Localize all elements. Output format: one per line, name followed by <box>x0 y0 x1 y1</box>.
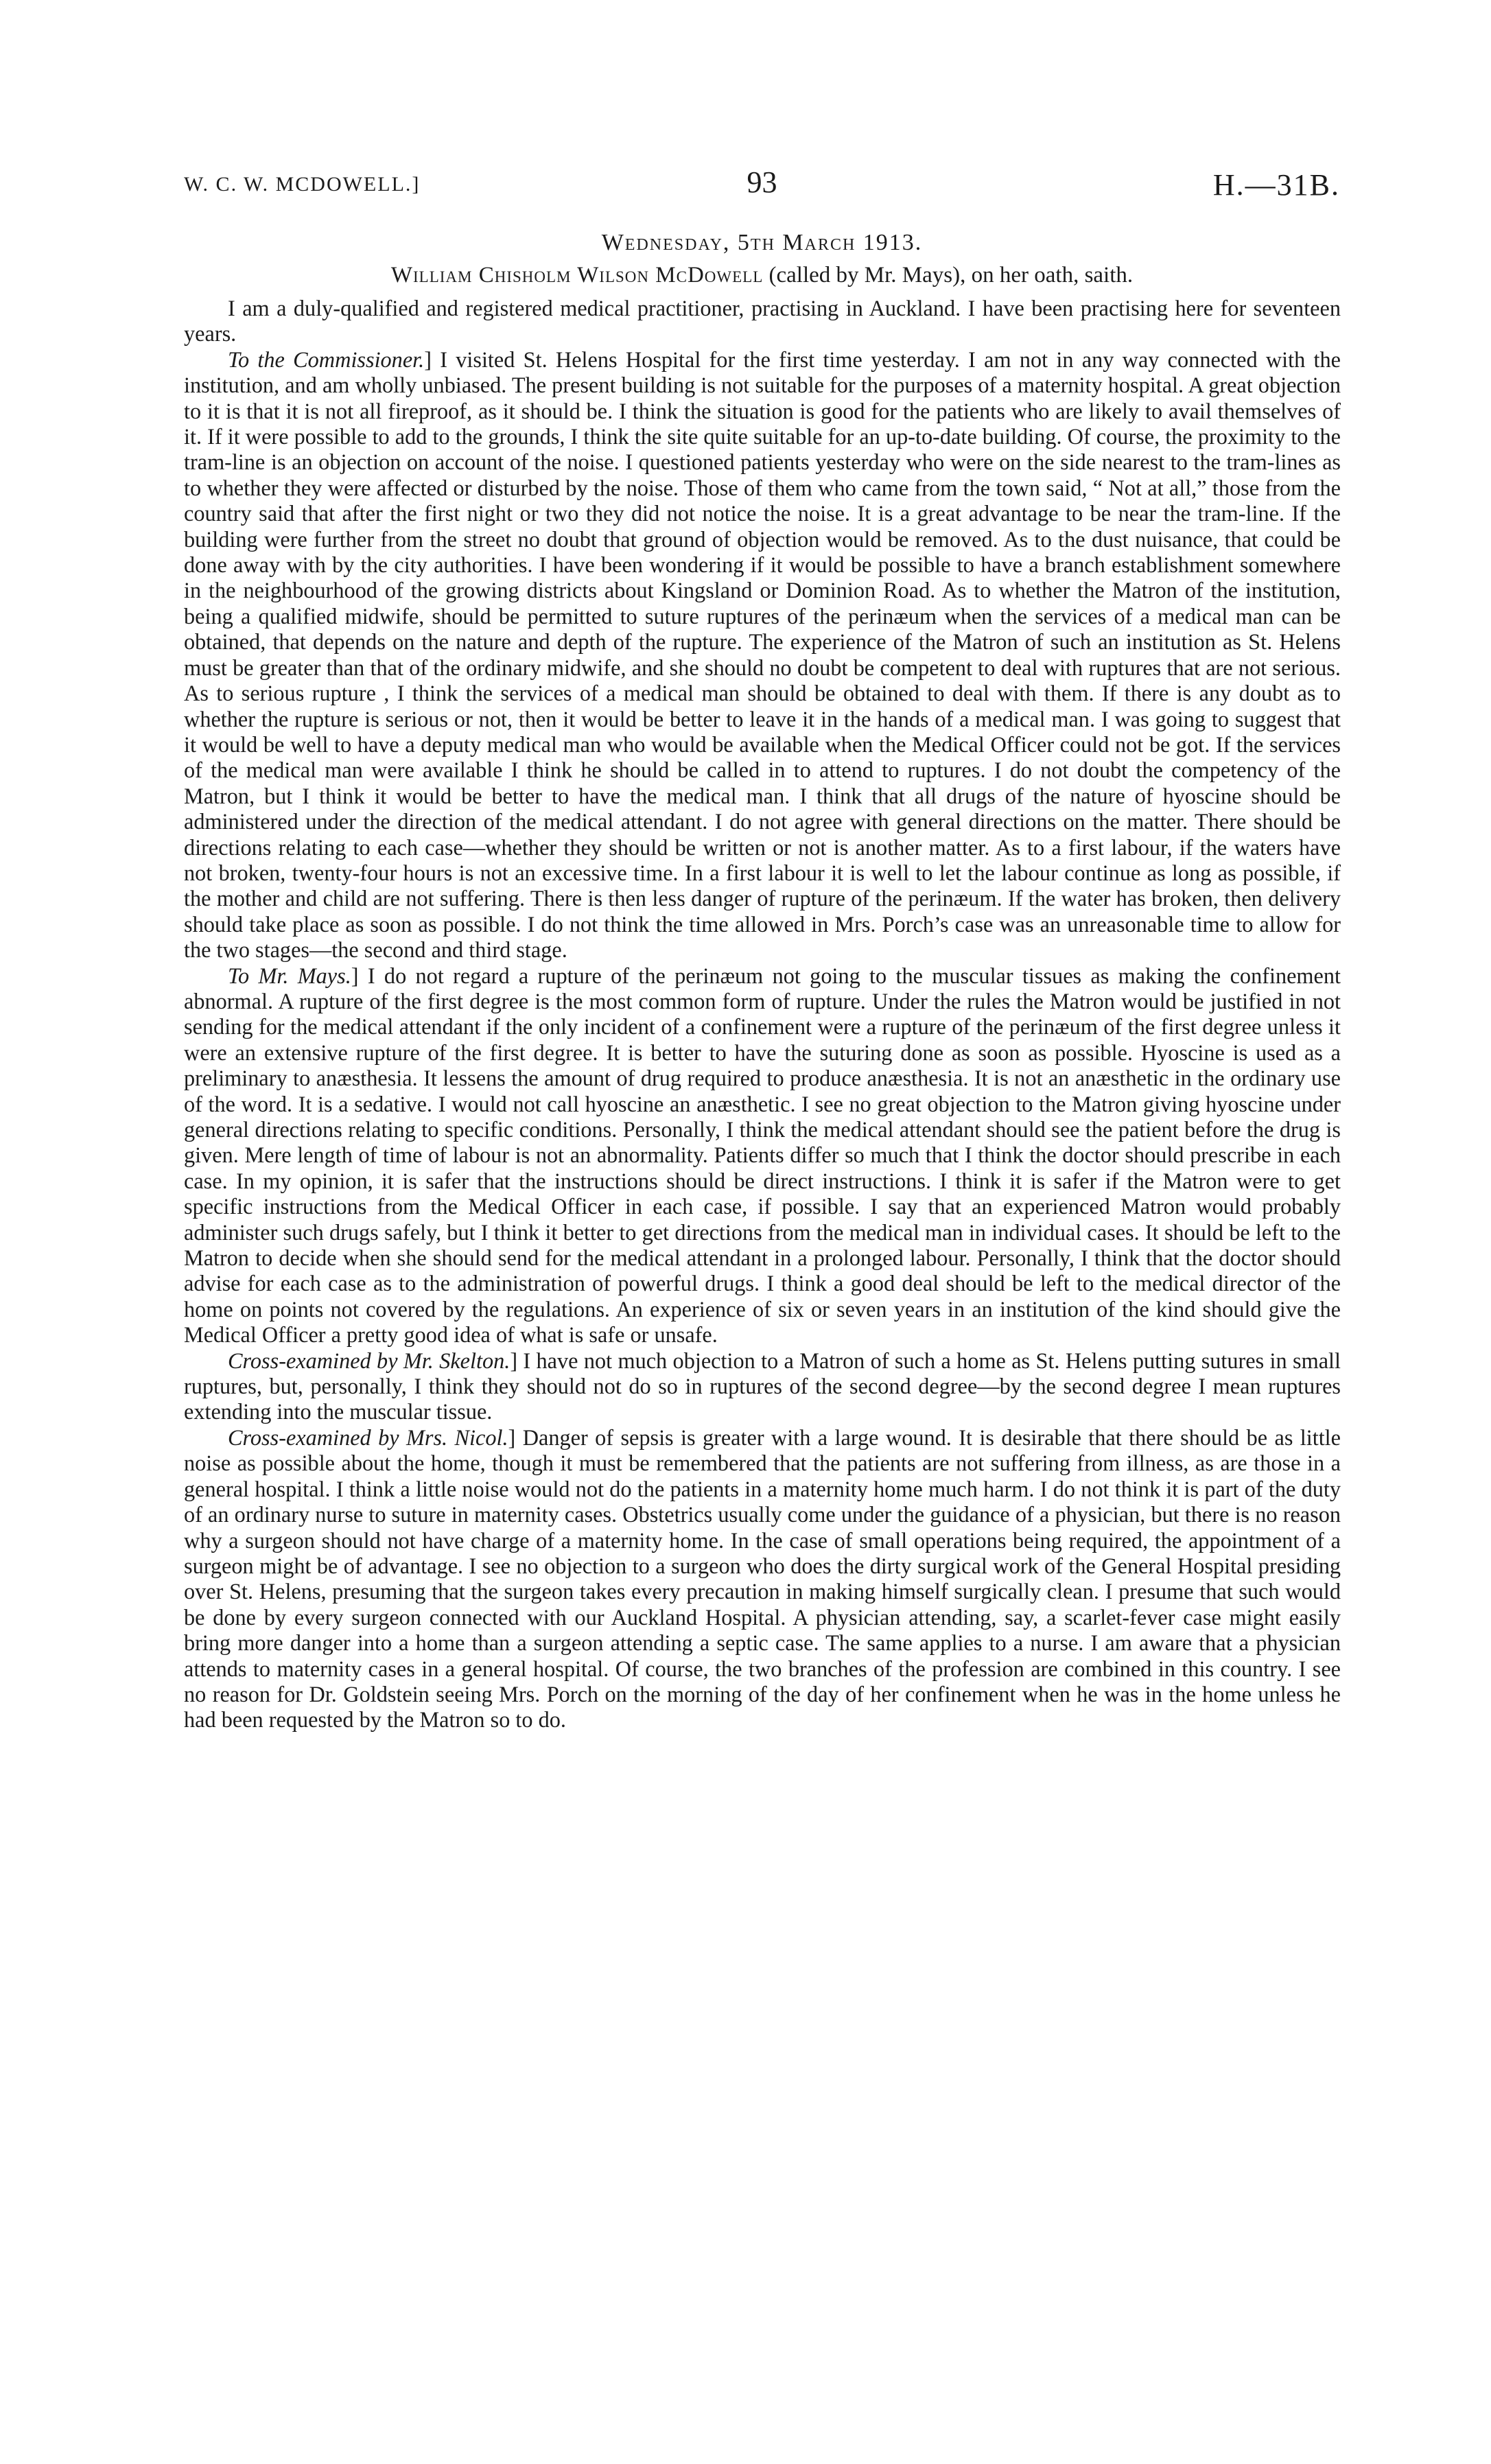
witness-heading <box>184 263 1340 288</box>
paragraph-text: ] I visited St. Helens Hospital for the first time yesterday. I am not in any way connected with the institution, and am wholly unbiased. The present building is not suitable for the purposes of a maternity hospital. A great objection to it is that it is not all fireproof, as it should be. I think the situation is good for the patients who are likely to avail themselves of it. If it were possible to add to the grounds, I think the site quite suitable for an up-to-date building. Of course, the proximity to the tram-line is an objection on account of the noise. I questioned patients yesterday who were on the side nearest to the tram-lines as to whether they were affected or disturbed by the noise. Those of them who came from the town said, “ Not at all,” those from the country said that after the first night or two they did not notice the noise. It is a great advantage to be near the tram-line. If the building were further from the street no doubt that ground of objection would be removed. As to the dust nuisance, that could be done away with by the city authorities. I have been wondering if it would be possible to have a branch establishment somewhere in the neighbourhood of the growing districts about Kingsland or Dominion Road. As to whether the Matron of the institution, being a qualified midwife, should be permitted to suture ruptures of the perinæum when the services of a medical man can be obtained, that depends on the nature and depth of the rupture. The experience of the Matron of such an institution as St. Helens must be greater than that of the ordinary midwife, and she should no doubt be competent to deal with ruptures that are not serious. As to serious rupture , I think the services of a medical man should be obtained to deal with them. If there is any doubt as to whether the rupture is serious or not, then it would be better to leave it in the hands of a medical man. I was going to suggest that it would be well to have a deputy medical man who would be available when the Medical Officer could not be got. If the services of the medical man were available I think he should be called in to attend to ruptures. I do not doubt the competency of the Matron, but I think it would be better to have the medical man. I think that all drugs of the nature of hyoscine should be administered under the direction of the medical attendant. I do not agree with general directions on the matter. There should be directions relating to each case—whether they should be written or not is another matter. As to a first labour, if the waters have not broken, twenty-four hours is not an excessive time. In a first labour it is well to let the labour continue as long as possible, if the mother and child are not suffering. There is then less danger of rupture of the perinæum. If the water has broken, then delivery should take place as soon as possible. I do not think the time allowed in Mrs. Porch’s case was an unreasonable time to allow for the two stages—the second and third stage. <box>184 347 1341 963</box>
paragraph-lead: Cross-examined by Mrs. Nicol. <box>228 1424 508 1450</box>
testimony-paragraph <box>184 1348 1341 1425</box>
paragraph-lead: Cross-examined by Mr. Skelton. <box>228 1348 510 1373</box>
testimony-body <box>184 296 1341 1733</box>
paragraph-text: ] I do not regard a rupture of the perinæum not going to the muscular tissues as making the confinement abnormal. A rupture of the first degree is the most common form of rupture. Under the rules the Matron would be justified in not sending for the medical attendant if the only incident of a confinement were a rupture of the perinæum of the first degree unless it were an extensive rupture of the first degree. It is better to have the suturing done as soon as possible. Hyoscine is used as a preliminary to anæsthesia. It lessens the amount of drug required to produce anæsthesia. It is not an anæsthetic in the ordinary use of the word. It is a sedative. I would not call hyoscine an anæsthetic. I see no great objection to the Matron giving hyoscine under general directions relating to specific conditions. Personally, I think the medical attendant should see the patient before the drug is given. Mere length of time of labour is not an abnormality. Patients differ so much that I think the doctor should prescribe in each case. In my opinion, it is safer that the instructions should be direct instructions. I think it is safer if the Matron were to get specific instructions from the Medical Officer in each case, if possible. I say that an experienced Matron would probably administer such drugs safely, but I think it better to get directions from the medical man in individual cases. It should be left to the Matron to decide when she should send for the medical attendant in a prolonged labour. Personally, I think that the doctor should advise for each case as to the administration of powerful drugs. I think a good deal should be left to the medical director of the home on points not covered by the regulations. An experience of six or seven years in an institution of the kind should give the Medical Officer a pretty good idea of what is safe or unsafe. <box>184 963 1341 1348</box>
page-number: 93 <box>747 165 777 199</box>
paragraph-text: ] I have not much objection to a Matron of such a home as St. Helens putting sutures in small ruptures, but, personally, I think they should not do so in ruptures of the second degree—by the second degree I mean ruptures extending into the muscular tissue. <box>184 1348 1341 1424</box>
testimony-paragraph <box>184 963 1341 1348</box>
paragraph-lead: To Mr. Mays. <box>228 963 351 988</box>
testimony-paragraph <box>184 1425 1341 1733</box>
witness-name: William Chisholm Wilson McDowell <box>390 263 764 288</box>
paragraph-text: ] Danger of sepsis is greater with a large wound. It is desirable that there should be as little noise as possible about the home, though it must be remembered that the patients are not suffering from illness, as are those in a general hospital. I think a little noise would not do the patients in a maternity home much harm. I do not think it is part of the duty of an ordinary nurse to suture in maternity cases. Obstetrics usually come under the guidance of a physician, but there is no reason why a surgeon should not have charge of a maternity home. In the case of small operations being required, the appointment of a surgeon might be of advantage. I see no objection to a surgeon who does the dirty surgical work of the General Hospital presiding over St. Helens, presuming that the surgeon takes every precaution in making himself surgically clean. I presume that such would be done by every surgeon connected with our Auckland Hospital. A physician attending, say, a scarlet-fever case might easily bring more danger into a home than a surgeon attending a septic case. The same applies to a nurse. I am aware that a physician attends to maternity cases in a general hospital. Of course, the two branches of the profession are combined in this country. I see no reason for Dr. Goldstein seeing Mrs. Porch on the morning of the day of her confinement when he was in the home unless he had been requested by the Matron so to do. <box>184 1424 1341 1733</box>
paragraph-lead: To the Commissioner. <box>228 347 425 372</box>
testimony-paragraph <box>184 347 1341 963</box>
witness-oath: (called by Mr. Mays), on her oath, saith. <box>763 263 1134 288</box>
document-reference: H.—31B. <box>1212 168 1340 202</box>
hearing-date: Wednesday, 5th March 1913. <box>601 230 923 255</box>
testimony-paragraph <box>184 296 1341 347</box>
page-header <box>184 165 1340 206</box>
header-witness-name: W. C. W. MCDOWELL.] <box>184 173 421 196</box>
paragraph-text: I am a duly-qualified and registered medical practitioner, practising in Auckland. I have been practising here for seventeen years. <box>184 296 1341 347</box>
